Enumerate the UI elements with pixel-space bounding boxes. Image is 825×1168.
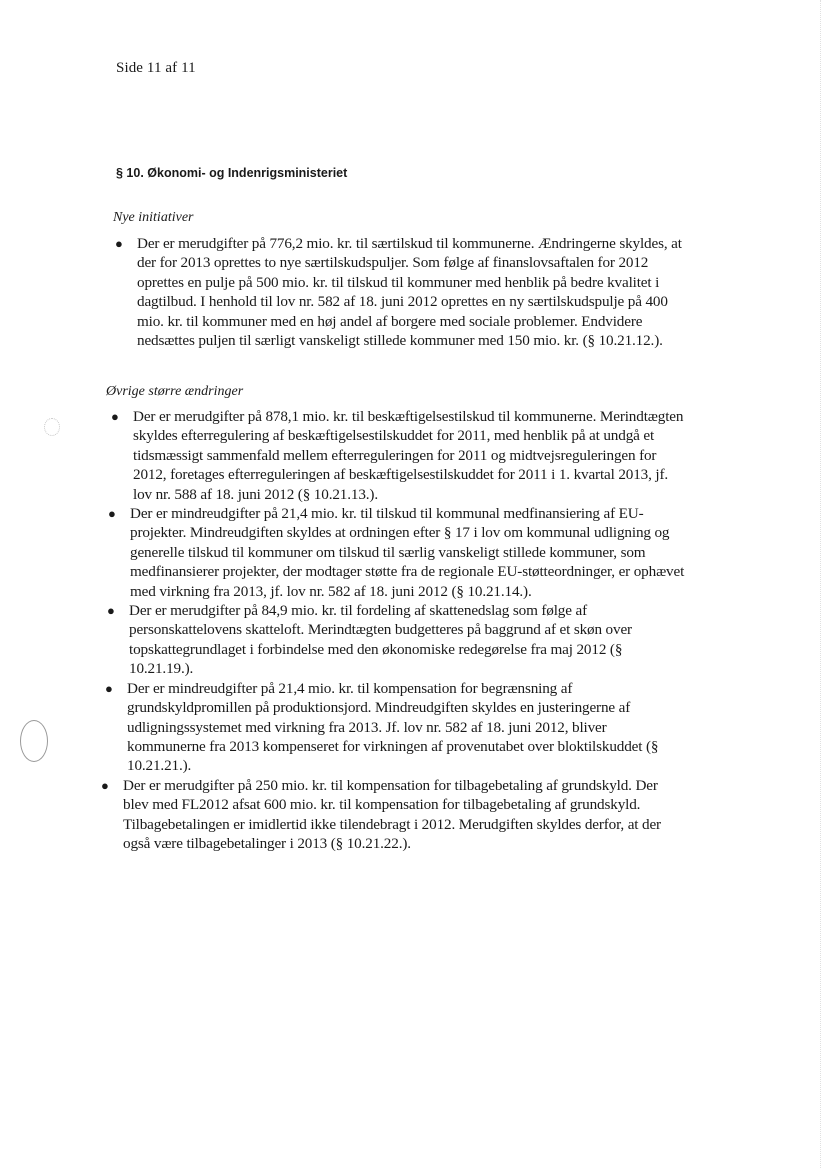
list-item — [115, 234, 692, 350]
scan-speck-mark — [44, 418, 60, 436]
other-changes-heading: Øvrige større ændringer — [106, 384, 244, 399]
bullet-icon: ● — [108, 506, 116, 522]
page-number: Side 11 af 11 — [116, 60, 196, 76]
scan-punch-hole-mark — [20, 720, 48, 762]
section-heading: § 10. Økonomi- og Indenrigsministeriet — [116, 166, 348, 180]
list-item — [108, 504, 686, 601]
list-item-text: Der er merudgifter på 776,2 mio. kr. til særtilskud til kommunerne. Ændringerne skyldes, at der for 2013 oprettes to nye særtilskudspuljer. Som følge af finanslovsaftalen for 2012 oprettes en pulje på 500 mio. kr. til tilskud til kommuner med henblik på bedre kvalitet i dagtilbud. I henhold til lov nr. 582 af 18. juni 2012 oprettes en ny særtilskudspulje på 400 mio. kr. til kommuner med en høj andel af borgere med sociale problemer. Endvidere nedsættes puljen til særligt vanskeligt stillede kommuner med 150 mio. kr. (§ 10.21.12.). — [137, 235, 682, 350]
list-item-text: Der er merudgifter på 84,9 mio. kr. til fordeling af skattenedslag som følge af personskattelovens skatteloft. Merindtægten budgetteres på baggrund af et skøn over topskattegrundlaget i forbindelse med den økonomiske redegørelse fra maj 2012 (§ 10.21.19.). — [129, 602, 632, 678]
bullet-icon: ● — [111, 409, 119, 424]
bullet-icon: ● — [115, 236, 123, 251]
list-item — [101, 776, 686, 854]
list-item — [107, 601, 686, 679]
scan-edge-line — [820, 0, 821, 1168]
bullet-icon: ● — [101, 777, 109, 793]
new-initiatives-list — [115, 234, 692, 350]
list-item — [111, 407, 686, 504]
list-item-text: Der er merudgifter på 250 mio. kr. til kompensation for tilbagebetaling af grundskyld. Der blev med FL2012 afsat 600 mio. kr. til kompensation for tilbagebetaling af grundskyld. Tilbagebetalingen er imidlertid ikke tilendebragt i 2012. Merudgiften skyldes derfor, at der også være tilbagebetalinger i 2013 (§ 10.21.22.). — [123, 776, 661, 852]
other-changes-list — [101, 407, 686, 853]
list-item-text: Der er merudgifter på 878,1 mio. kr. til beskæftigelsestilskud til kommunerne. Merindtægten skyldes efterregulering af beskæftigelsestilskuddet for 2011, med henblik på at undgå et tidsmæssigt sammenfald mellem efterreguleringen for 2011 og midtvejsreguleringen for 2012, foretages efterreguleringen af beskæftigelsestilskuddet for 2011 i 1. kvartal 2013, jf. lov nr. 588 af 18. juni 2012 (§ 10.21.13.). — [133, 408, 684, 503]
list-item-text: Der er mindreudgifter på 21,4 mio. kr. til kompensation for begrænsning af grundskyldpromillen på produktionsjord. Mindreudgiften skyldes en justeringerne af udligningssystemet med virkning fra 2013. Jf. lov nr. 582 af 18. juni 2012, bliver kommunerne fra 2013 kompenseret for virkningen af provenutabet over bloktilskuddet (§ 10.21.21.). — [127, 679, 659, 775]
list-item — [105, 679, 686, 776]
list-item-text: Der er mindreudgifter på 21,4 mio. kr. til tilskud til kommunal medfinansiering af EU-projekter. Mindreudgiften skyldes at ordningen efter § 17 i lov om kommunal udligning og generelle tilskud til kommuner om tilskud til særlig vanskeligt stillede kommuner, som medfinansierer projekter, der modtager støtte fra de regionale EU-støtteordninger, er ophævet med virkning fra 2013, jf. lov nr. 582 af 18. juni 2012 (§ 10.21.14.). — [130, 505, 685, 600]
bullet-icon: ● — [105, 680, 113, 696]
bullet-icon: ● — [107, 603, 115, 619]
new-initiatives-heading: Nye initiativer — [113, 210, 194, 225]
